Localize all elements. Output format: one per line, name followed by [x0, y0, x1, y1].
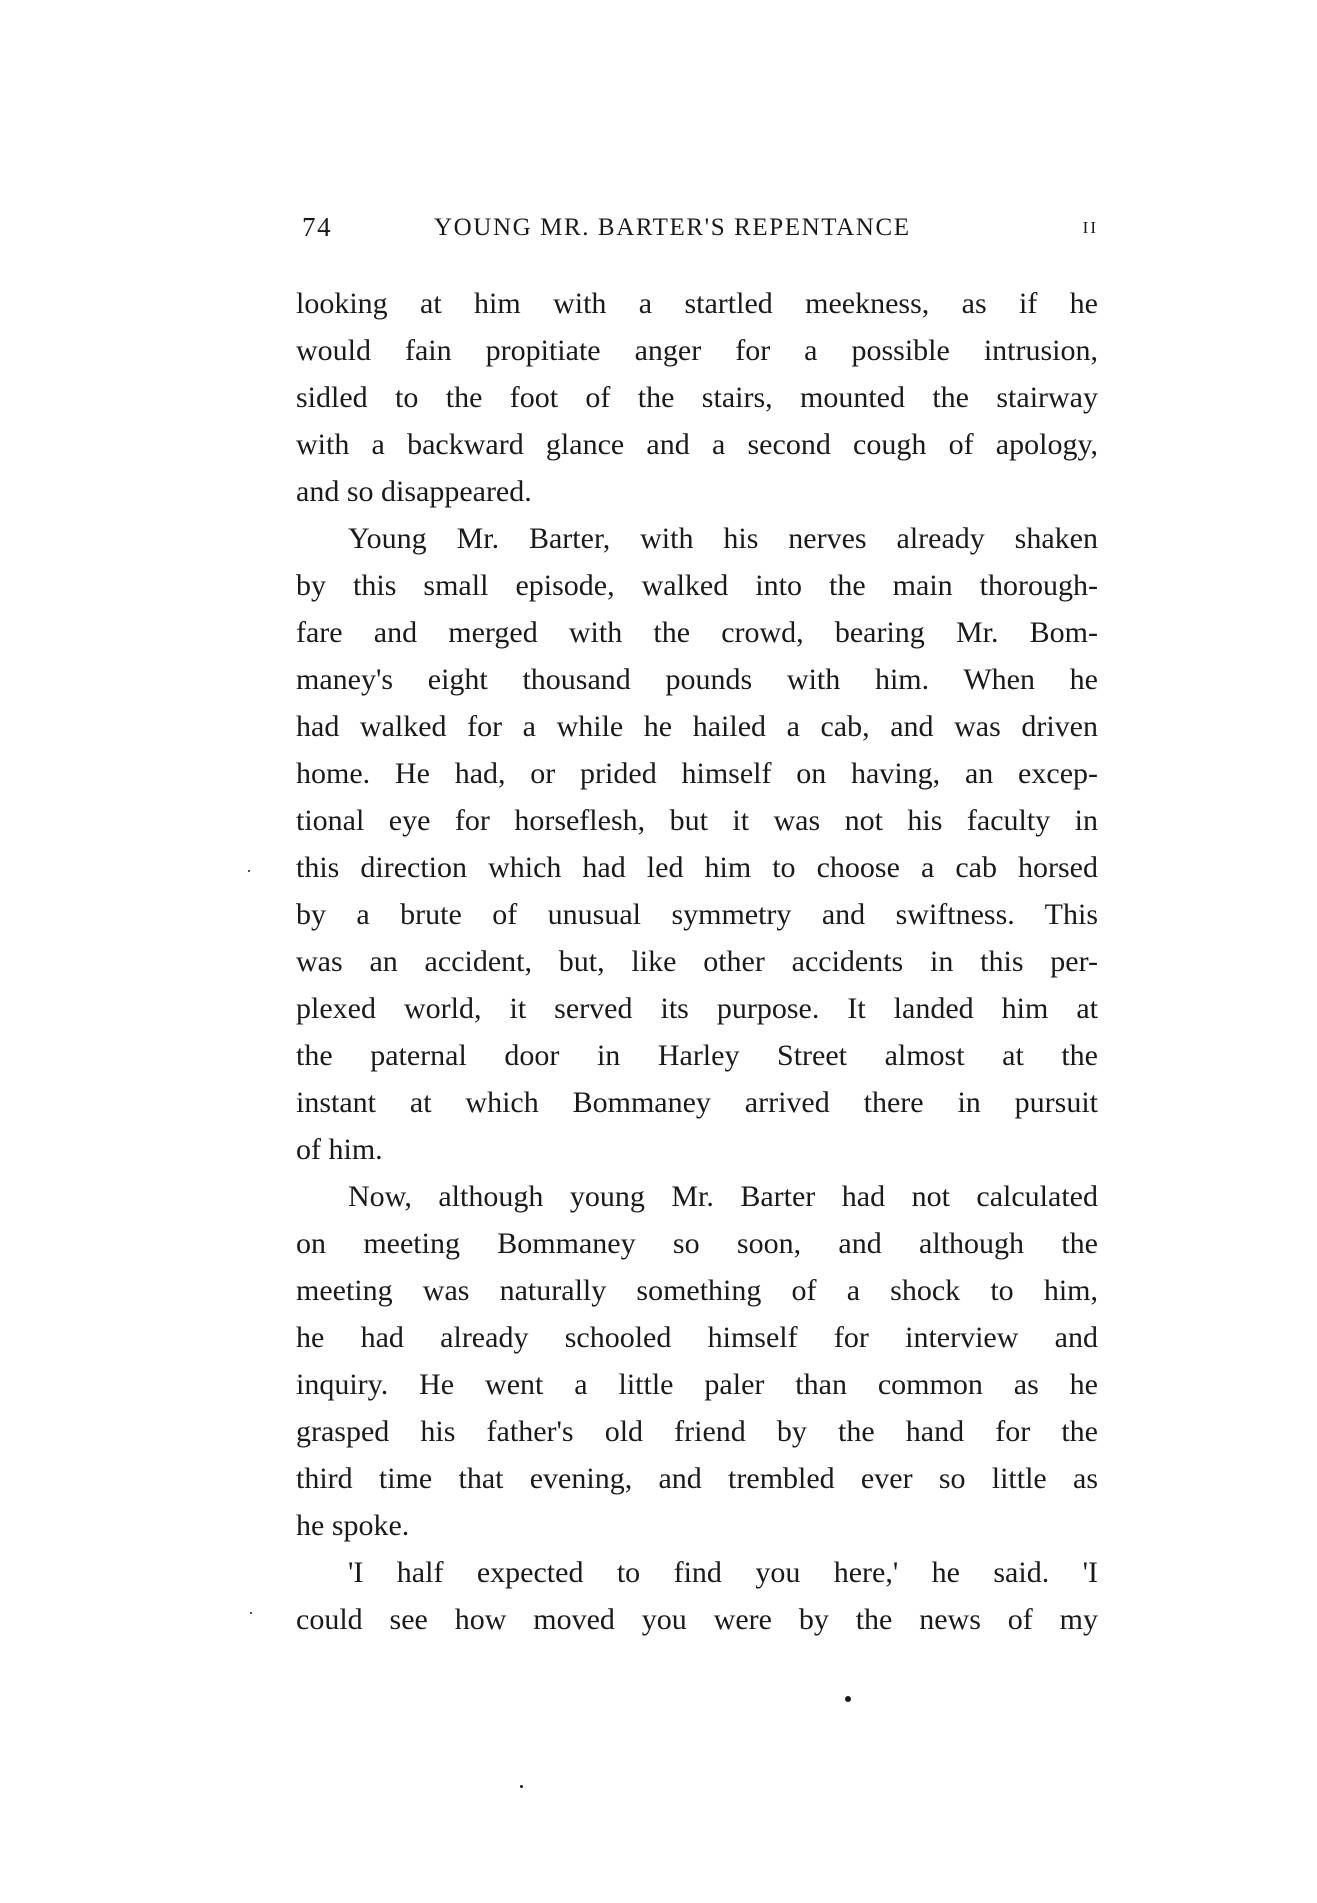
text-line: he spoke. — [296, 1509, 410, 1542]
text-line: tional eye for horseflesh, but it was not his faculty in — [296, 804, 1098, 837]
text-line: with a backward glance and a second cough of apology, — [296, 428, 1098, 461]
text-line: of him. — [296, 1133, 383, 1166]
text-line: grasped his father's old friend by the hand for the — [296, 1415, 1098, 1448]
text-line: on meeting Bommaney so soon, and although the — [296, 1227, 1098, 1260]
running-header — [296, 212, 1106, 252]
text-line: by a brute of unusual symmetry and swiftness. This — [296, 898, 1098, 931]
text-line: fare and merged with the crowd, bearing Mr. Bom- — [296, 616, 1098, 649]
paragraph-start-line: 'I half expected to find you here,' he said. 'I — [348, 1556, 1098, 1589]
text-line: maney's eight thousand pounds with him. When he — [296, 663, 1098, 696]
chapter-number: II — [1082, 218, 1098, 237]
text-line: sidled to the foot of the stairs, mounted the stairway — [296, 381, 1098, 414]
body-text — [296, 280, 1098, 1643]
text-line: he had already schooled himself for interview and — [296, 1321, 1098, 1354]
scan-speck — [520, 1785, 523, 1788]
scan-speck — [845, 1696, 851, 1702]
text-line: looking at him with a startled meekness, as if he — [296, 287, 1098, 320]
page-number: 74 — [302, 212, 333, 242]
text-line: this direction which had led him to choose a cab horsed — [296, 851, 1098, 884]
text-line: by this small episode, walked into the main thorough- — [296, 569, 1098, 602]
text-line: inquiry. He went a little paler than common as he — [296, 1368, 1098, 1401]
text-line: plexed world, it served its purpose. It landed him at — [296, 992, 1098, 1025]
text-line: third time that evening, and trembled ever so little as — [296, 1462, 1098, 1495]
text-line: would fain propitiate anger for a possible intrusion, — [296, 334, 1098, 367]
text-line: instant at which Bommaney arrived there in pursuit — [296, 1086, 1098, 1119]
paragraph-start-line: Now, although young Mr. Barter had not calculated — [348, 1180, 1098, 1213]
text-line: the paternal door in Harley Street almost at the — [296, 1039, 1098, 1072]
scan-speck — [248, 870, 250, 872]
text-line: home. He had, or prided himself on having, an excep- — [296, 757, 1098, 790]
text-line: and so disappeared. — [296, 475, 532, 508]
text-line: had walked for a while he hailed a cab, and was driven — [296, 710, 1098, 743]
running-title: YOUNG MR. BARTER'S REPENTANCE — [434, 214, 911, 241]
scan-speck — [250, 1612, 252, 1614]
paragraph-start-line: Young Mr. Barter, with his nerves already shaken — [348, 522, 1098, 555]
text-line: was an accident, but, like other accidents in this per- — [296, 945, 1098, 978]
text-line: meeting was naturally something of a shock to him, — [296, 1274, 1098, 1307]
text-line: could see how moved you were by the news of my — [296, 1603, 1098, 1636]
